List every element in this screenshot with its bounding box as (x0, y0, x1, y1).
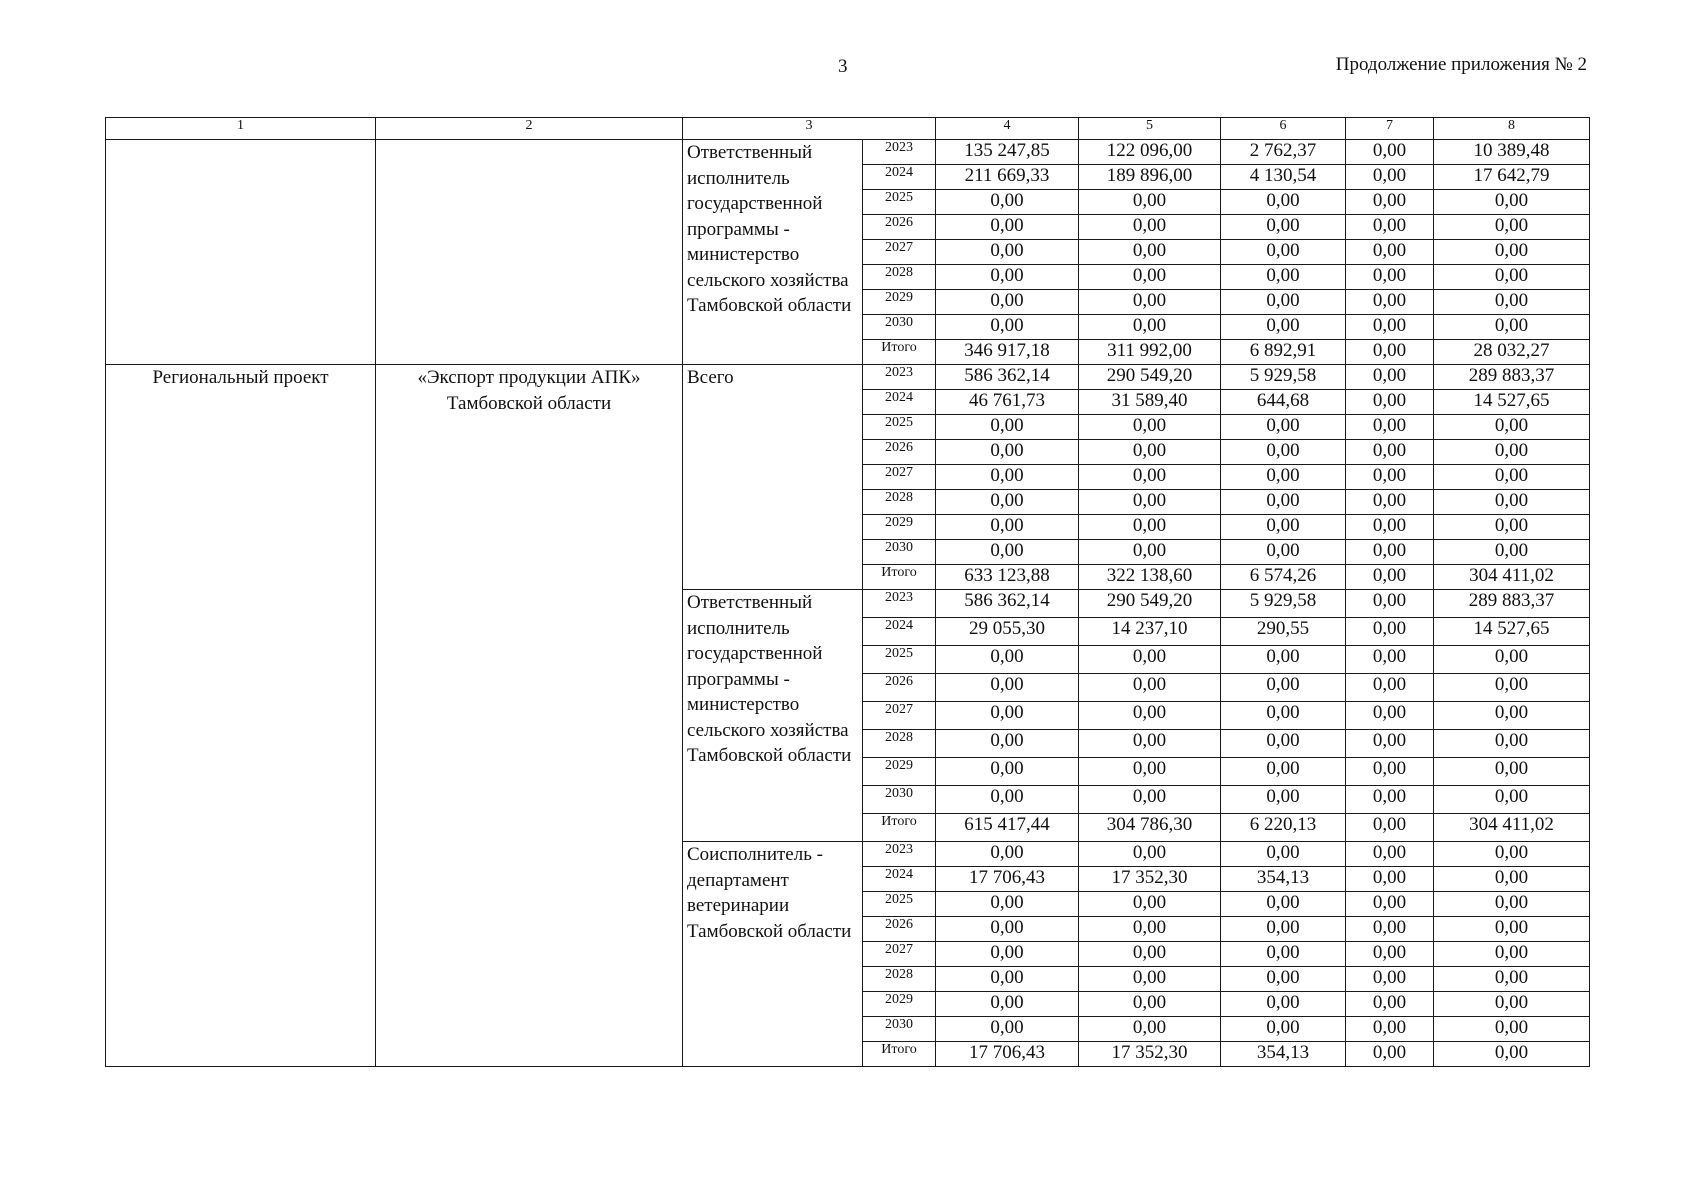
year-cell: 2029 (863, 758, 936, 786)
value-cell-col-7: 0,00 (1346, 1042, 1434, 1067)
value-cell-col-7: 0,00 (1346, 465, 1434, 490)
value-cell-col-8: 17 642,79 (1434, 165, 1590, 190)
value-cell-col-8: 0,00 (1434, 758, 1590, 786)
value-cell-col-4: 0,00 (936, 490, 1079, 515)
value-cell-col-8: 0,00 (1434, 1017, 1590, 1042)
value-cell-col-7: 0,00 (1346, 758, 1434, 786)
value-cell-col-4: 0,00 (936, 942, 1079, 967)
value-cell-col-7: 0,00 (1346, 140, 1434, 165)
value-cell-col-5: 0,00 (1079, 240, 1221, 265)
value-cell-col-7: 0,00 (1346, 646, 1434, 674)
value-cell-col-6: 0,00 (1221, 992, 1346, 1017)
value-cell-col-8: 10 389,48 (1434, 140, 1590, 165)
value-cell-col-8: 0,00 (1434, 992, 1590, 1017)
value-cell-col-6: 0,00 (1221, 786, 1346, 814)
value-cell-col-7: 0,00 (1346, 215, 1434, 240)
value-cell-col-7: 0,00 (1346, 540, 1434, 565)
header-row (106, 118, 1590, 140)
value-cell-col-6: 0,00 (1221, 490, 1346, 515)
value-cell-col-5: 0,00 (1079, 892, 1221, 917)
value-cell-col-4: 0,00 (936, 1017, 1079, 1042)
value-cell-col-4: 0,00 (936, 758, 1079, 786)
value-cell-col-5: 0,00 (1079, 730, 1221, 758)
value-cell-col-6: 644,68 (1221, 390, 1346, 415)
year-cell: 2027 (863, 465, 936, 490)
value-cell-col-5: 14 237,10 (1079, 618, 1221, 646)
year-cell: 2027 (863, 942, 936, 967)
budget-table-wrapper (105, 117, 1590, 1067)
entity-coexecutor-cell: Соисполнитель - департамент ветеринарии Тамбовской области (683, 842, 863, 1067)
value-cell-col-5: 311 992,00 (1079, 340, 1221, 365)
value-cell-col-6: 5 929,58 (1221, 590, 1346, 618)
value-cell-col-5: 0,00 (1079, 674, 1221, 702)
value-cell-col-8: 0,00 (1434, 265, 1590, 290)
value-cell-col-5: 0,00 (1079, 758, 1221, 786)
value-cell-col-4: 633 123,88 (936, 565, 1079, 590)
value-cell-col-6: 2 762,37 (1221, 140, 1346, 165)
value-cell-col-5: 0,00 (1079, 215, 1221, 240)
value-cell-col-5: 0,00 (1079, 440, 1221, 465)
value-cell-col-7: 0,00 (1346, 190, 1434, 215)
value-cell-col-7: 0,00 (1346, 967, 1434, 992)
value-cell-col-7: 0,00 (1346, 842, 1434, 867)
value-cell-col-5: 322 138,60 (1079, 565, 1221, 590)
value-cell-col-7: 0,00 (1346, 730, 1434, 758)
year-cell: 2027 (863, 240, 936, 265)
value-cell-col-4: 0,00 (936, 842, 1079, 867)
year-cell: 2030 (863, 786, 936, 814)
value-cell-col-7: 0,00 (1346, 618, 1434, 646)
value-cell-col-4: 0,00 (936, 190, 1079, 215)
value-cell-col-7: 0,00 (1346, 365, 1434, 390)
value-cell-col-5: 0,00 (1079, 967, 1221, 992)
value-cell-col-8: 0,00 (1434, 674, 1590, 702)
value-cell-col-4: 0,00 (936, 465, 1079, 490)
value-cell-col-6: 0,00 (1221, 440, 1346, 465)
value-cell-col-8: 0,00 (1434, 730, 1590, 758)
year-cell: 2029 (863, 515, 936, 540)
value-cell-col-5: 122 096,00 (1079, 140, 1221, 165)
appendix-note: Продолжение приложения № 2 (1335, 54, 1587, 75)
year-cell: 2026 (863, 440, 936, 465)
year-cell: Итого (863, 340, 936, 365)
value-cell-col-4: 0,00 (936, 415, 1079, 440)
value-cell-col-8: 0,00 (1434, 942, 1590, 967)
budget-table (105, 117, 1590, 1067)
value-cell-col-7: 0,00 (1346, 892, 1434, 917)
value-cell-col-8: 0,00 (1434, 917, 1590, 942)
value-cell-col-6: 5 929,58 (1221, 365, 1346, 390)
value-cell-col-8: 0,00 (1434, 1042, 1590, 1067)
year-cell: 2023 (863, 140, 936, 165)
value-cell-col-6: 0,00 (1221, 465, 1346, 490)
value-cell-col-6: 0,00 (1221, 515, 1346, 540)
value-cell-col-6: 0,00 (1221, 702, 1346, 730)
value-cell-col-8: 0,00 (1434, 465, 1590, 490)
value-cell-col-5: 0,00 (1079, 540, 1221, 565)
value-cell-col-4: 0,00 (936, 515, 1079, 540)
value-cell-col-6: 0,00 (1221, 415, 1346, 440)
value-cell-col-5: 0,00 (1079, 646, 1221, 674)
value-cell-col-8: 28 032,27 (1434, 340, 1590, 365)
project-type-cell: Региональный проект (106, 365, 376, 1067)
value-cell-col-8: 14 527,65 (1434, 390, 1590, 415)
year-cell: 2030 (863, 540, 936, 565)
year-cell: 2029 (863, 992, 936, 1017)
year-cell: 2025 (863, 415, 936, 440)
value-cell-col-6: 4 130,54 (1221, 165, 1346, 190)
value-cell-col-6: 0,00 (1221, 540, 1346, 565)
value-cell-col-7: 0,00 (1346, 1017, 1434, 1042)
empty-col-1-cell (106, 140, 376, 365)
value-cell-col-5: 0,00 (1079, 842, 1221, 867)
value-cell-col-8: 0,00 (1434, 440, 1590, 465)
value-cell-col-6: 6 574,26 (1221, 565, 1346, 590)
value-cell-col-4: 0,00 (936, 702, 1079, 730)
value-cell-col-8: 289 883,37 (1434, 590, 1590, 618)
value-cell-col-4: 135 247,85 (936, 140, 1079, 165)
value-cell-col-4: 0,00 (936, 992, 1079, 1017)
value-cell-col-6: 0,00 (1221, 842, 1346, 867)
header-col-7: 7 (1346, 118, 1434, 140)
value-cell-col-5: 290 549,20 (1079, 365, 1221, 390)
value-cell-col-7: 0,00 (1346, 515, 1434, 540)
year-cell: 2029 (863, 290, 936, 315)
value-cell-col-6: 0,00 (1221, 730, 1346, 758)
value-cell-col-4: 586 362,14 (936, 590, 1079, 618)
value-cell-col-6: 0,00 (1221, 942, 1346, 967)
value-cell-col-8: 0,00 (1434, 415, 1590, 440)
value-cell-col-7: 0,00 (1346, 440, 1434, 465)
value-cell-col-7: 0,00 (1346, 674, 1434, 702)
value-cell-col-4: 0,00 (936, 215, 1079, 240)
year-cell: 2023 (863, 842, 936, 867)
value-cell-col-5: 17 352,30 (1079, 867, 1221, 892)
value-cell-col-6: 0,00 (1221, 190, 1346, 215)
entity-total-cell: Всего (683, 365, 863, 590)
year-cell: 2025 (863, 190, 936, 215)
value-cell-col-7: 0,00 (1346, 290, 1434, 315)
year-cell: 2028 (863, 967, 936, 992)
year-cell: 2028 (863, 730, 936, 758)
value-cell-col-5: 0,00 (1079, 992, 1221, 1017)
year-cell: 2024 (863, 390, 936, 415)
value-cell-col-5: 0,00 (1079, 515, 1221, 540)
value-cell-col-6: 0,00 (1221, 646, 1346, 674)
value-cell-col-6: 0,00 (1221, 917, 1346, 942)
year-cell: 2023 (863, 365, 936, 390)
value-cell-col-5: 0,00 (1079, 917, 1221, 942)
value-cell-col-5: 290 549,20 (1079, 590, 1221, 618)
value-cell-col-6: 290,55 (1221, 618, 1346, 646)
value-cell-col-7: 0,00 (1346, 786, 1434, 814)
header-col-2: 2 (376, 118, 683, 140)
value-cell-col-8: 0,00 (1434, 290, 1590, 315)
value-cell-col-8: 14 527,65 (1434, 618, 1590, 646)
value-cell-col-4: 17 706,43 (936, 1042, 1079, 1067)
value-cell-col-8: 0,00 (1434, 842, 1590, 867)
value-cell-col-5: 31 589,40 (1079, 390, 1221, 415)
value-cell-col-5: 0,00 (1079, 290, 1221, 315)
year-cell: 2025 (863, 892, 936, 917)
table-body (106, 140, 1590, 1067)
value-cell-col-5: 0,00 (1079, 942, 1221, 967)
table-row (106, 365, 1590, 390)
value-cell-col-5: 0,00 (1079, 490, 1221, 515)
value-cell-col-7: 0,00 (1346, 917, 1434, 942)
value-cell-col-8: 0,00 (1434, 540, 1590, 565)
value-cell-col-4: 615 417,44 (936, 814, 1079, 842)
value-cell-col-8: 0,00 (1434, 786, 1590, 814)
value-cell-col-8: 0,00 (1434, 515, 1590, 540)
value-cell-col-7: 0,00 (1346, 814, 1434, 842)
value-cell-col-7: 0,00 (1346, 415, 1434, 440)
value-cell-col-6: 0,00 (1221, 215, 1346, 240)
value-cell-col-6: 0,00 (1221, 265, 1346, 290)
value-cell-col-7: 0,00 (1346, 240, 1434, 265)
value-cell-col-6: 0,00 (1221, 892, 1346, 917)
value-cell-col-4: 0,00 (936, 674, 1079, 702)
value-cell-col-7: 0,00 (1346, 867, 1434, 892)
year-cell: 2030 (863, 315, 936, 340)
value-cell-col-4: 586 362,14 (936, 365, 1079, 390)
value-cell-col-7: 0,00 (1346, 702, 1434, 730)
value-cell-col-8: 0,00 (1434, 215, 1590, 240)
year-cell: Итого (863, 1042, 936, 1067)
value-cell-col-7: 0,00 (1346, 265, 1434, 290)
table-row (106, 140, 1590, 165)
year-cell: Итого (863, 565, 936, 590)
value-cell-col-8: 0,00 (1434, 315, 1590, 340)
value-cell-col-6: 0,00 (1221, 290, 1346, 315)
value-cell-col-4: 46 761,73 (936, 390, 1079, 415)
value-cell-col-8: 0,00 (1434, 967, 1590, 992)
value-cell-col-5: 17 352,30 (1079, 1042, 1221, 1067)
value-cell-col-4: 211 669,33 (936, 165, 1079, 190)
value-cell-col-8: 0,00 (1434, 867, 1590, 892)
value-cell-col-6: 6 892,91 (1221, 340, 1346, 365)
header-col-8: 8 (1434, 118, 1590, 140)
value-cell-col-8: 0,00 (1434, 702, 1590, 730)
entity-responsible-cell: Ответственный исполнитель государственной программы - министерство сельского хозяйства Тамбовской области (683, 590, 863, 842)
value-cell-col-5: 304 786,30 (1079, 814, 1221, 842)
year-cell: 2024 (863, 165, 936, 190)
header-col-4: 4 (936, 118, 1079, 140)
value-cell-col-4: 0,00 (936, 290, 1079, 315)
year-cell: 2025 (863, 646, 936, 674)
value-cell-col-4: 0,00 (936, 440, 1079, 465)
year-cell: Итого (863, 814, 936, 842)
value-cell-col-8: 289 883,37 (1434, 365, 1590, 390)
value-cell-col-5: 0,00 (1079, 315, 1221, 340)
value-cell-col-6: 0,00 (1221, 967, 1346, 992)
value-cell-col-6: 0,00 (1221, 240, 1346, 265)
value-cell-col-8: 304 411,02 (1434, 565, 1590, 590)
value-cell-col-4: 29 055,30 (936, 618, 1079, 646)
value-cell-col-6: 354,13 (1221, 1042, 1346, 1067)
value-cell-col-7: 0,00 (1346, 340, 1434, 365)
entity-responsible-cell: Ответственный исполнитель государственной программы - министерство сельского хозяйства Тамбовской области (683, 140, 863, 365)
value-cell-col-5: 0,00 (1079, 415, 1221, 440)
value-cell-col-4: 0,00 (936, 730, 1079, 758)
year-cell: 2028 (863, 265, 936, 290)
year-cell: 2024 (863, 867, 936, 892)
header-col-6: 6 (1221, 118, 1346, 140)
value-cell-col-5: 0,00 (1079, 465, 1221, 490)
value-cell-col-7: 0,00 (1346, 390, 1434, 415)
value-cell-col-7: 0,00 (1346, 565, 1434, 590)
value-cell-col-8: 0,00 (1434, 240, 1590, 265)
value-cell-col-4: 0,00 (936, 646, 1079, 674)
empty-col-2-cell (376, 140, 683, 365)
value-cell-col-4: 0,00 (936, 540, 1079, 565)
value-cell-col-8: 0,00 (1434, 646, 1590, 674)
value-cell-col-5: 0,00 (1079, 1017, 1221, 1042)
value-cell-col-4: 346 917,18 (936, 340, 1079, 365)
value-cell-col-6: 354,13 (1221, 867, 1346, 892)
value-cell-col-7: 0,00 (1346, 165, 1434, 190)
year-cell: 2024 (863, 618, 936, 646)
year-cell: 2026 (863, 215, 936, 240)
header-col-1: 1 (106, 118, 376, 140)
value-cell-col-5: 0,00 (1079, 786, 1221, 814)
year-cell: 2023 (863, 590, 936, 618)
year-cell: 2028 (863, 490, 936, 515)
value-cell-col-5: 0,00 (1079, 265, 1221, 290)
year-cell: 2030 (863, 1017, 936, 1042)
value-cell-col-8: 0,00 (1434, 892, 1590, 917)
value-cell-col-8: 304 411,02 (1434, 814, 1590, 842)
value-cell-col-4: 0,00 (936, 917, 1079, 942)
value-cell-col-7: 0,00 (1346, 315, 1434, 340)
value-cell-col-7: 0,00 (1346, 992, 1434, 1017)
value-cell-col-6: 0,00 (1221, 758, 1346, 786)
value-cell-col-6: 0,00 (1221, 315, 1346, 340)
header-col-3: 3 (683, 118, 936, 140)
year-cell: 2026 (863, 674, 936, 702)
value-cell-col-5: 189 896,00 (1079, 165, 1221, 190)
value-cell-col-5: 0,00 (1079, 190, 1221, 215)
value-cell-col-4: 0,00 (936, 240, 1079, 265)
value-cell-col-4: 0,00 (936, 315, 1079, 340)
value-cell-col-4: 0,00 (936, 892, 1079, 917)
header-col-5: 5 (1079, 118, 1221, 140)
value-cell-col-4: 0,00 (936, 967, 1079, 992)
value-cell-col-6: 0,00 (1221, 1017, 1346, 1042)
value-cell-col-4: 0,00 (936, 265, 1079, 290)
value-cell-col-8: 0,00 (1434, 490, 1590, 515)
value-cell-col-7: 0,00 (1346, 590, 1434, 618)
year-cell: 2026 (863, 917, 936, 942)
project-name-cell: «Экспорт продукции АПК» Тамбовской области (376, 365, 683, 1067)
page-number: 3 (838, 56, 848, 77)
value-cell-col-4: 0,00 (936, 786, 1079, 814)
value-cell-col-6: 0,00 (1221, 674, 1346, 702)
value-cell-col-5: 0,00 (1079, 702, 1221, 730)
value-cell-col-6: 6 220,13 (1221, 814, 1346, 842)
value-cell-col-8: 0,00 (1434, 190, 1590, 215)
year-cell: 2027 (863, 702, 936, 730)
value-cell-col-7: 0,00 (1346, 490, 1434, 515)
value-cell-col-4: 17 706,43 (936, 867, 1079, 892)
value-cell-col-7: 0,00 (1346, 942, 1434, 967)
